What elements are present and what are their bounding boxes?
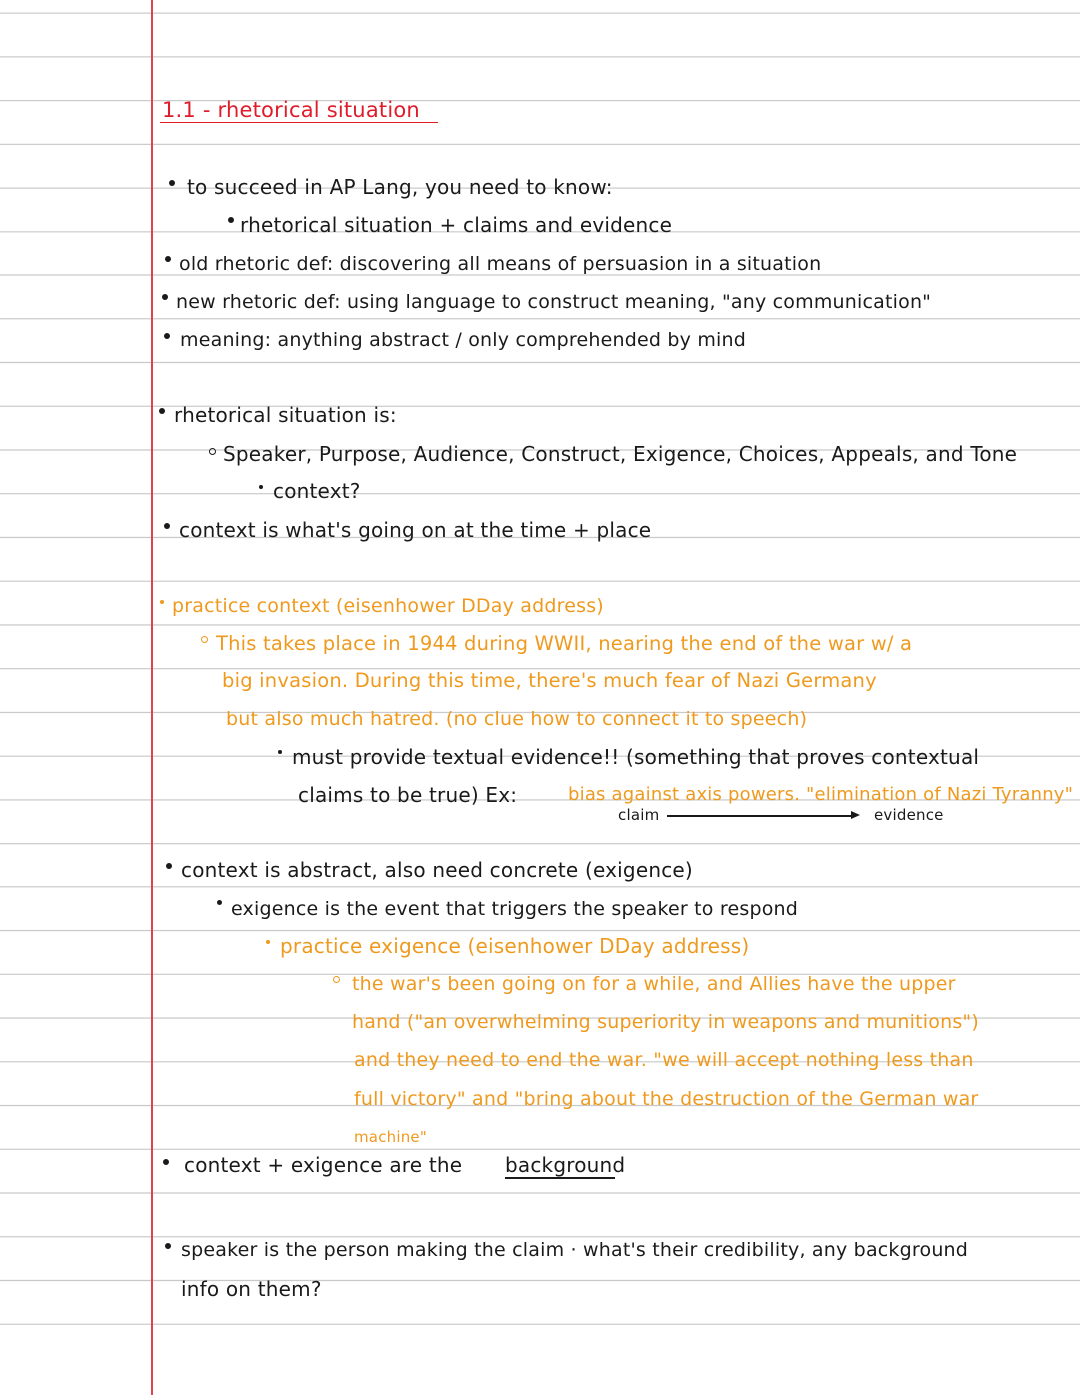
bullet [162, 294, 168, 300]
background-word: background [505, 1153, 626, 1177]
line-elements-list: Speaker, Purpose, Audience, Construct, Exigence, Choices, Appeals, and Tone [223, 442, 1018, 466]
line-wars-been-going: the war's been going on for a while, and Allies have the upper [352, 973, 956, 995]
line-end-the-war: and they need to end the war. "we will accept nothing less than [354, 1049, 974, 1071]
line-context-exigence: context + exigence are the [184, 1153, 463, 1177]
line-rhetorical-claims: rhetorical situation + claims and evidence [240, 213, 673, 237]
line-textual-evidence: must provide textual evidence!! (something that proves contextual [292, 745, 980, 769]
line-speaker: speaker is the person making the claim · what's their credibility, any background [181, 1239, 969, 1261]
bullet [266, 940, 270, 944]
arrow-head-icon [851, 811, 860, 819]
bullet [163, 1159, 169, 1165]
line-machine: machine" [354, 1128, 427, 1146]
evidence-label: evidence [874, 806, 944, 824]
line-full-victory: full victory" and "bring about the destruction of the German war [354, 1088, 979, 1110]
line-upper-hand: hand ("an overwhelming superiority in weapons and munitions") [352, 1011, 979, 1033]
bullet [166, 863, 172, 869]
line-old-rhetoric: old rhetoric def: discovering all means of persuasion in a situation [179, 253, 822, 275]
page-title: 1.1 - rhetorical situation [162, 98, 420, 122]
line-new-rhetoric: new rhetoric def: using language to construct meaning, "any communication" [176, 291, 932, 313]
bullet [164, 523, 170, 529]
line-practice-exigence: practice exigence (eisenhower DDay address) [280, 934, 750, 958]
ring-bullet [209, 448, 216, 455]
line-bias-example: bias against axis powers. "elimination of Nazi Tyranny" [568, 784, 1074, 805]
line-context-1944: This takes place in 1944 during WWII, nearing the end of the war w/ a [216, 632, 913, 655]
bullet [165, 256, 171, 262]
bullet [160, 600, 164, 604]
bullet [164, 333, 170, 339]
line-exigence-is: exigence is the event that triggers the speaker to respond [231, 898, 799, 920]
line-context-is: context is what's going on at the time + place [179, 518, 652, 542]
title-underline [160, 122, 438, 123]
line-context-question: context? [273, 479, 361, 503]
bullet [228, 217, 234, 223]
line-big-invasion: big invasion. During this time, there's much fear of Nazi Germany [222, 669, 877, 692]
bullet [169, 180, 175, 186]
claim-evidence-arrow [667, 815, 852, 817]
line-rhetorical-situation-is: rhetorical situation is: [174, 403, 397, 427]
background-underline [505, 1177, 615, 1179]
bullet [278, 750, 282, 754]
claim-label: claim [618, 806, 660, 824]
line-claims-true: claims to be true) Ex: [298, 783, 518, 807]
margin-line [151, 0, 153, 1395]
bullet [165, 1243, 171, 1249]
ring-bullet [201, 636, 208, 643]
line-context-abstract: context is abstract, also need concrete (exigence) [181, 858, 693, 882]
line-ap-lang: to succeed in AP Lang, you need to know: [187, 175, 613, 199]
line-info-on-them: info on them? [181, 1277, 322, 1301]
bullet [217, 900, 222, 905]
line-meaning: meaning: anything abstract / only comprehended by mind [180, 329, 747, 351]
bullet [159, 408, 165, 414]
line-hatred: but also much hatred. (no clue how to connect it to speech) [226, 708, 808, 730]
ring-bullet [333, 976, 340, 983]
bullet [259, 485, 263, 489]
line-practice-context: practice context (eisenhower DDay address) [172, 595, 604, 617]
